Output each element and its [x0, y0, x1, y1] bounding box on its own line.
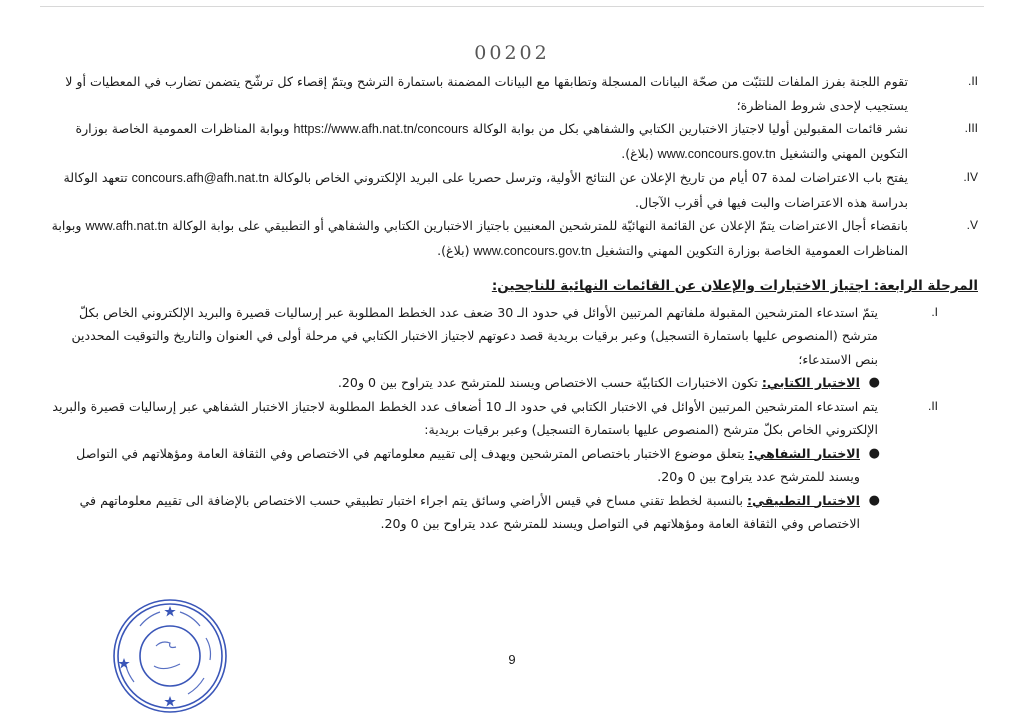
bullet-text: تكون الاختبارات الكتابيّة حسب الاختصاص ويسند للمترشح عدد يتراوح بين 0 و20. [337, 375, 758, 390]
bullet-icon: ● [868, 375, 880, 390]
top-divider [40, 6, 984, 7]
agency-concours-link[interactable]: https://www.afh.nat.tn/concours [293, 122, 469, 136]
item-text: وبوابة المناظرات العمومية الخاصة بوزارة التكوين المهني والتشغيل [75, 121, 908, 161]
item-text: يفتح باب الاعتراضات لمدة 07 أيام من تاريخ الإعلان عن النتائج الأولية، وترسل حصريا على البريد الإلكتروني الخاص بالوكالة [273, 170, 908, 185]
bullet-text: يتعلق موضوع الاختبار باختصاص المترشحين ويهدف إلى تقييم معلوماتهم في الاختصاص وفي الثقافة العامة ومؤهلاتهم في التواصل ويسند للمترشح عدد يتراوح بين 0 و20. [76, 445, 860, 484]
bullet-item [48, 442, 978, 489]
item-text: تتعهد الوكالة بدراسة هذه الاعتراضات والبت فيها في أقرب الآجال. [63, 170, 908, 210]
item-text: يتم استدعاء المترشحين المرتبين الأوائل في الاختبار الكتابي في حدود الـ 10 أضعاف عدد الخطط المطلوبة لاجتياز الاختبار الشفاهي عبر إرساليات قصيرة والبريد الإلكتروني الخاص بكلّ مترشح (المنصوص عليها باستمارة التسجيل) وعبر برقيات بريدية: [52, 398, 878, 437]
objection-email-link[interactable]: concours.afh@afh.nat.tn [131, 171, 270, 185]
item-text: (بلاغ). [437, 242, 470, 258]
concours-gov-link[interactable]: www.concours.gov.tn [657, 146, 776, 161]
item-number: .IV [963, 170, 978, 184]
page-number: 9 [508, 652, 516, 667]
bullet-item [48, 371, 978, 395]
list-item [48, 395, 978, 442]
item-text: يتمّ استدعاء المترشحين المقبولة ملفاتهم المرتبين الأوائل في حدود الـ 30 ضعف عدد الخطط المطلوبة عبر إرساليات قصيرة والبريد الإلكتروني الخاص بكلّ مترشح (المنصوص عليها باستمارة التسجيل) وعبر برقيات بريدية قصد دعوتهم لاجتياز الاختبار الكتابي في مرحلة أولى في العنوان والتاريخ والتوقيت المحددين بنص الاستدعاء؛ [71, 304, 878, 367]
bullet-icon: ● [868, 492, 880, 508]
item-text: (بلاغ). [621, 145, 654, 161]
stamp-number: 00202 [474, 42, 550, 64]
item-number: .V [966, 218, 978, 232]
section-title: المرحلة الرابعة: اجتياز الاختبارات والإعلان عن القائمات النهائية للناجحين: [491, 278, 978, 294]
item-number: .III [964, 121, 978, 135]
item-text: تقوم اللجنة بفرز الملفات للتثبّت من صحّة البيانات المسجلة وتطابقها مع البيانات المضمنة باستمارة الترشح ويتمّ إقصاء كل ترشّح يتضمن تضارب في المعطيات أو لا يستجيب لإحدى شروط المناظرة؛ [65, 74, 908, 113]
item-number: .II [967, 74, 978, 88]
document-body [48, 70, 978, 536]
list-item [48, 166, 978, 214]
agency-site-link[interactable]: www.afh.nat.tn [85, 219, 169, 233]
concours-gov-link[interactable]: www.concours.gov.tn [473, 243, 592, 258]
item-text: نشر قائمات المقبولين أوليا لاجتياز الاختبارين الكتابي والشفاهي بكل من بوابة الوكالة [472, 121, 908, 136]
item-text: بانقضاء أجال الاعتراضات يتمّ الإعلان عن القائمة النهائيّة للمترشحين المعنيين باجتياز الاختبارين الكتابي والشفاهي أو التطبيقي على بوابة الوكالة [172, 218, 908, 233]
list-item [48, 301, 978, 372]
item-number: .II [927, 398, 938, 413]
bullet-label: الاختبار التطبيقي: [747, 492, 860, 508]
item-text: وبوابة المناظرات العمومية الخاصة بوزارة التكوين المهني والتشغيل [51, 218, 908, 258]
bullet-item [48, 489, 978, 536]
list-item [48, 70, 978, 117]
bullet-label: الاختبار الشفاهي: [748, 445, 860, 461]
list-item [48, 117, 978, 166]
item-number: .I [931, 304, 938, 319]
list-item [48, 214, 978, 263]
bullet-label: الاختبار الكتابي: [761, 375, 860, 390]
bullet-text: بالنسبة لخطط تقني مساح في قيس الأراضي وسائق يتم اجراء اختبار تطبيقي حسب الاختصاص بالإضافة الى تقييم معلوماتهم في الاختصاص وفي الثقافة العامة ومؤهلاتهم في التواصل ويسند للمترشح عدد يتراوح بين 0 و20. [79, 492, 860, 531]
bullet-icon: ● [868, 445, 880, 461]
